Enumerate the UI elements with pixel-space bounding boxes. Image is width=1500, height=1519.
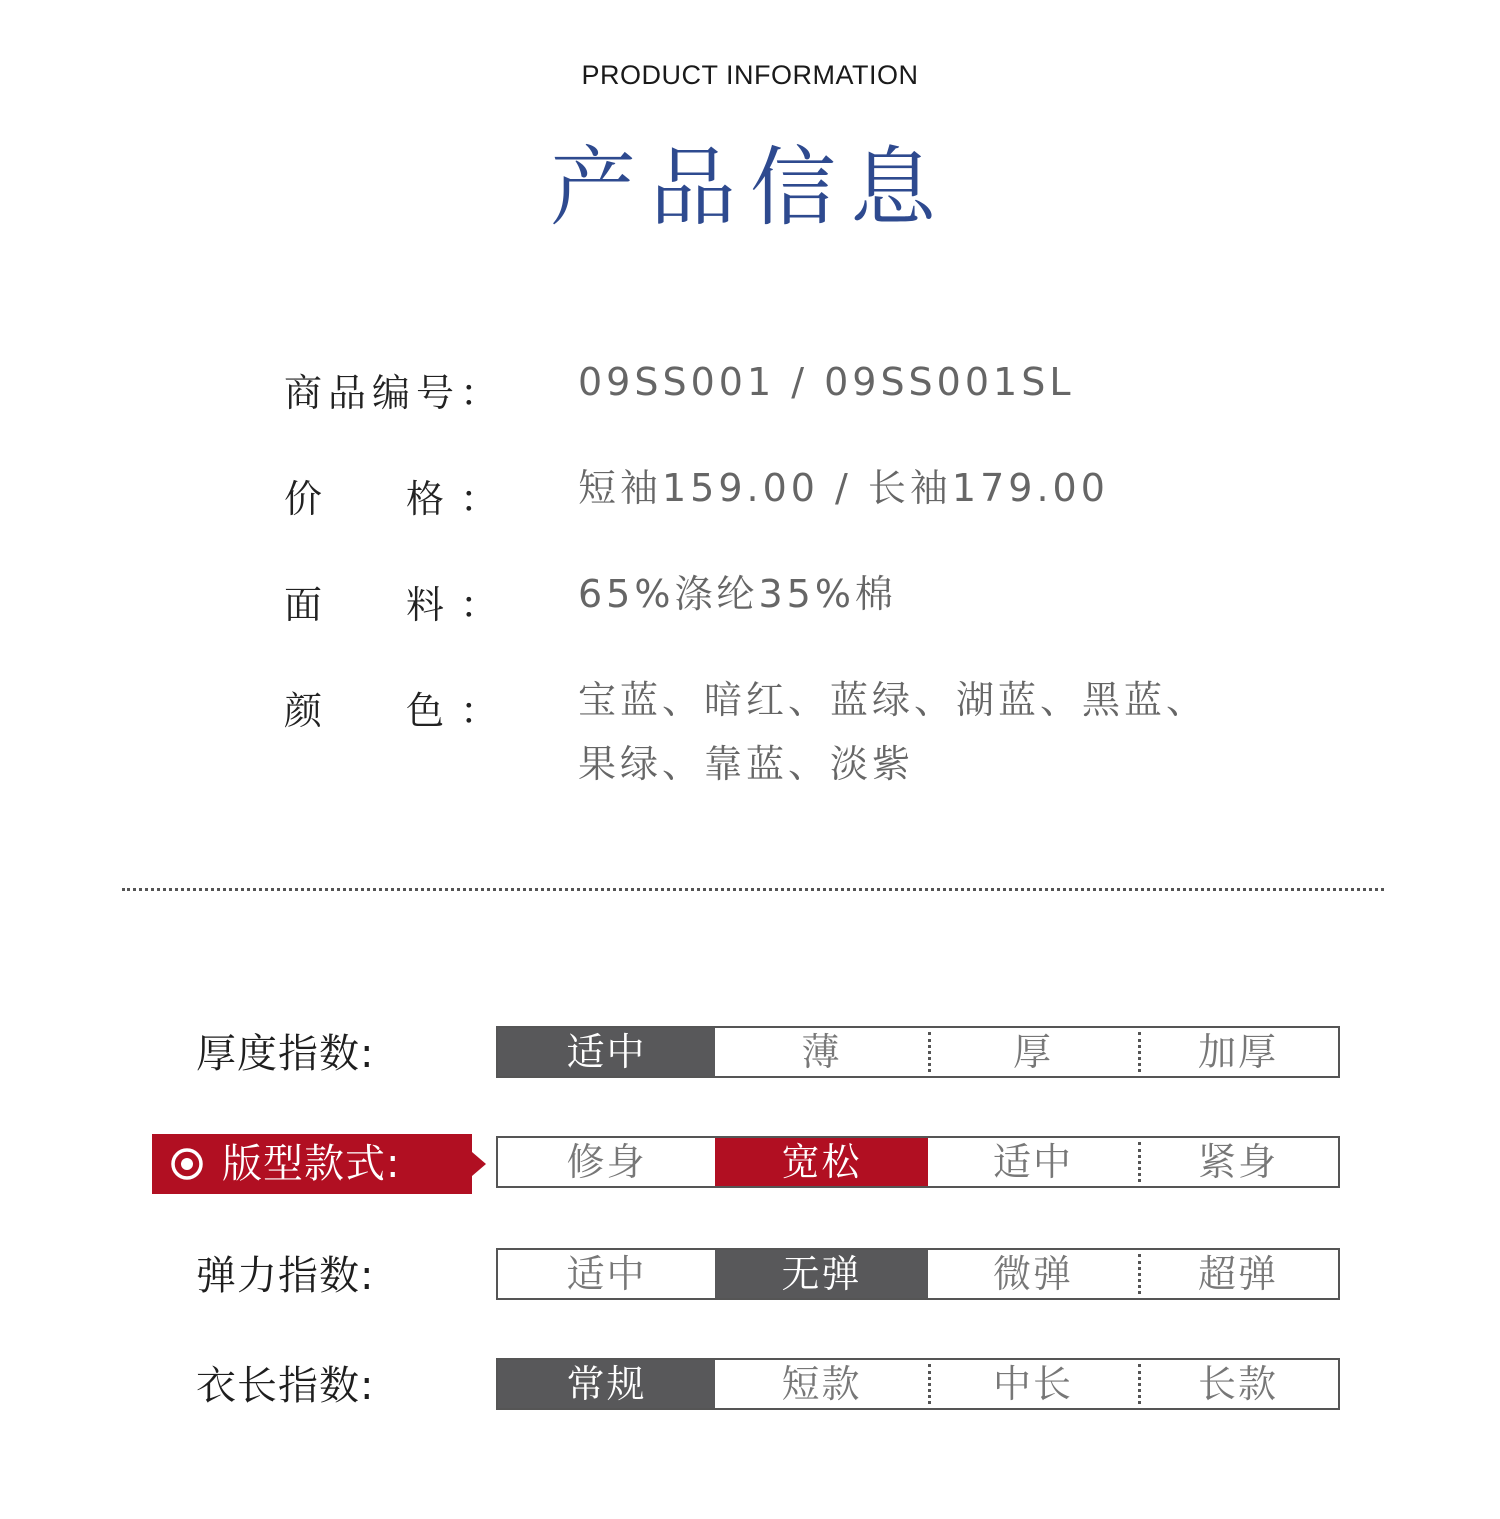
- scale-option-selected: 宽松: [715, 1138, 928, 1186]
- fabric-label: [284, 574, 444, 629]
- colon: ：: [460, 689, 499, 733]
- price-label: [284, 468, 444, 523]
- scale-option: 薄: [801, 1030, 842, 1074]
- scale-option: 紧身: [1138, 1138, 1338, 1186]
- price-value: 短袖159.00 / 长袖179.00: [578, 466, 1109, 510]
- sku-value: 09SS001 / 09SS001SL: [578, 360, 1075, 404]
- elasticity-scale: [496, 1248, 1340, 1300]
- thickness-label: 厚度指数:: [196, 1031, 375, 1077]
- scale-option: 修身: [566, 1140, 647, 1184]
- index-row-elasticity: [0, 1248, 1500, 1304]
- scale-option: 微弹: [992, 1252, 1073, 1296]
- fit-label: 版型款式:: [222, 1141, 401, 1187]
- color-label-char-2: 色: [405, 689, 444, 733]
- fabric-value: 65%涤纶35%棉: [578, 572, 897, 616]
- thickness-scale: [496, 1026, 1340, 1078]
- price-label-char-1: 价: [284, 477, 323, 521]
- scale-option: 长款: [1138, 1360, 1338, 1408]
- length-label: 衣长指数:: [196, 1363, 375, 1409]
- target-icon: [170, 1147, 204, 1181]
- scale-option: 适中: [566, 1252, 647, 1296]
- scale-option: 适中: [992, 1140, 1073, 1184]
- sku-label: 商品编号: [284, 371, 461, 415]
- colon: ：: [460, 583, 499, 627]
- price-label-char-2: 格: [405, 477, 444, 521]
- index-row-length: [0, 1358, 1500, 1414]
- color-label: [284, 680, 444, 735]
- scale-option-selected: 适中: [498, 1028, 715, 1076]
- index-row-fit: [0, 1136, 1500, 1192]
- fabric-label-char-1: 面: [284, 583, 323, 627]
- scale-option: 加厚: [1138, 1028, 1338, 1076]
- colon: ：: [460, 371, 499, 415]
- scale-option-selected: 常规: [498, 1360, 715, 1408]
- fit-scale: [496, 1136, 1340, 1188]
- page-title: 产品信息: [550, 138, 950, 238]
- length-scale: [496, 1358, 1340, 1410]
- color-value: 宝蓝、暗红、蓝绿、湖蓝、黑蓝、果绿、靠蓝、淡紫: [578, 678, 1209, 786]
- fit-label-highlight: [152, 1134, 472, 1194]
- colon: ：: [460, 477, 499, 521]
- index-row-thickness: [0, 1026, 1500, 1082]
- scale-option: 超弹: [1138, 1250, 1338, 1298]
- scale-option: 中长: [928, 1360, 1138, 1408]
- elasticity-label: 弹力指数:: [196, 1253, 375, 1299]
- title-english: PRODUCT INFORMATION: [581, 60, 919, 90]
- dotted-divider: [122, 888, 1384, 891]
- scale-option: 短款: [781, 1362, 862, 1406]
- fabric-label-char-2: 料: [405, 583, 444, 627]
- scale-option: 厚: [928, 1028, 1138, 1076]
- pointer-arrow: [472, 1152, 486, 1176]
- scale-option-selected: 无弹: [715, 1250, 928, 1298]
- color-label-char-1: 颜: [284, 689, 323, 733]
